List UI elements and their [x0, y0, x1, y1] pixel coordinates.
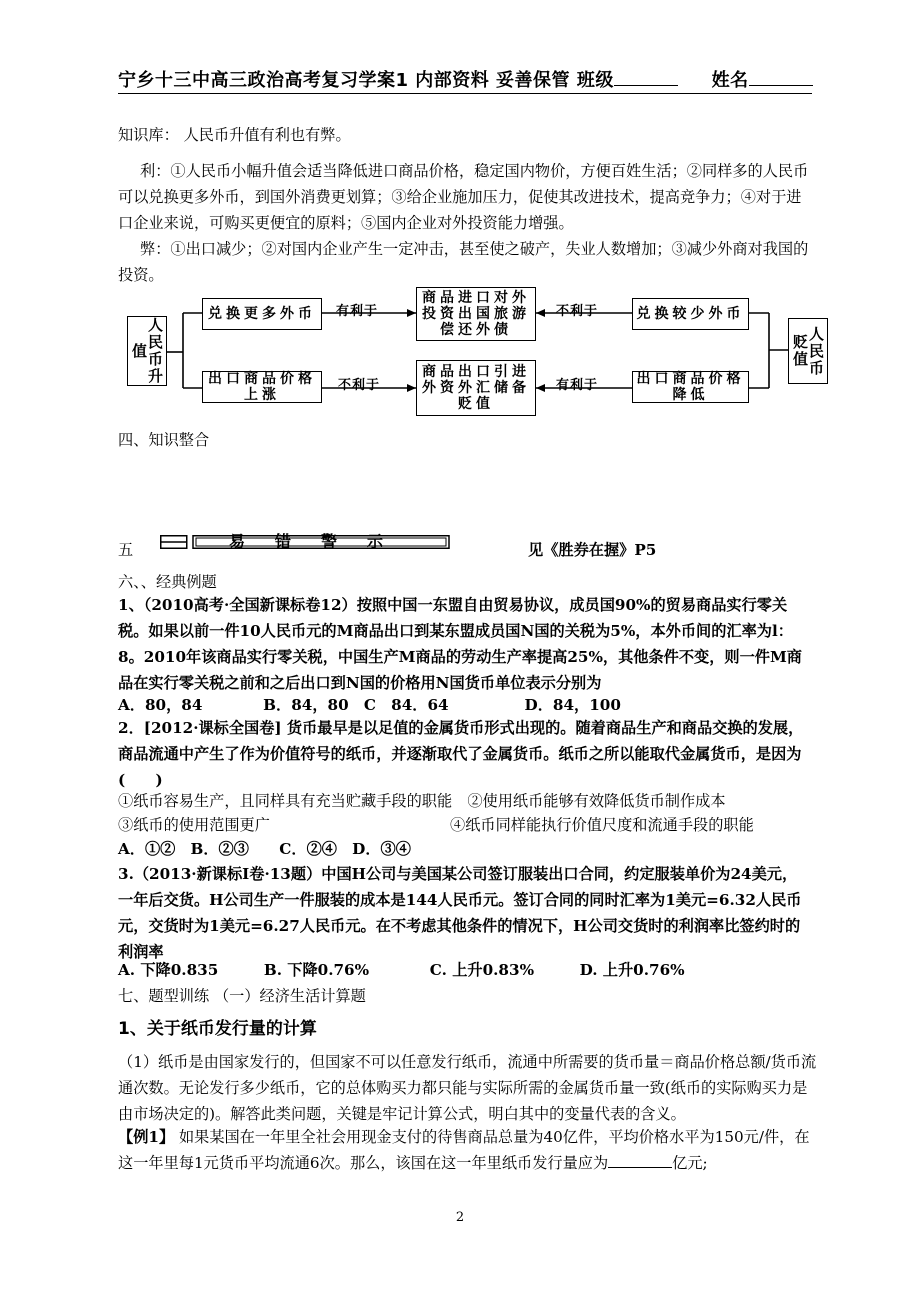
section6-title: 六、、经典例题 — [118, 573, 217, 591]
section5-number: 五 — [118, 541, 134, 559]
page-header — [118, 66, 812, 92]
name-label: 姓名 — [711, 70, 749, 91]
example-unit: 亿元; — [672, 1154, 708, 1172]
section4-title: 四、知识整合 — [118, 431, 210, 449]
q2-line1: ①纸币容易生产，且同样具有充当贮藏手段的职能 ②使用纸币能够有效降低货币制作成本 — [118, 792, 726, 810]
name-blank — [749, 67, 813, 86]
class-blank — [614, 67, 678, 86]
q2-line2b: ④纸币同样能执行价值尺度和流通手段的职能 — [450, 816, 754, 834]
q1-stem: 1、（2010高考·全国新课标卷12）按照中国一东盟自由贸易协议，成员国90%的贸易商品实行零关税。如果以前一件10人民币元的M商品出口到某东盟成员国N国的关税为5%，本外币间的汇率为l：8。2010年该商品实行零关税，中国生产M商品的劳动生产率提高25%，其他条件不变，则一件M商品在实行零关税之前和之后出口到N国的价格用N国货币单位表示分别为 — [118, 596, 802, 692]
q2-stem — [118, 715, 812, 793]
q2-options: A．①② B．②③ C．②④ D．③④ — [118, 840, 411, 858]
section5-reference: 见《胜券在握》P5 — [528, 541, 657, 559]
page-number: 2 — [455, 1210, 465, 1225]
node-rmb-appreciation: 人民币升值 — [127, 316, 167, 386]
warning-banner — [160, 532, 450, 551]
q2-line2a: ③纸币的使用范围更广 — [118, 816, 270, 834]
answer-blank — [608, 1153, 672, 1168]
label-favorable-bottom: 有利于 — [556, 378, 599, 393]
label-unfavorable-top: 不利于 — [556, 304, 599, 319]
exchange-rate-diagram — [118, 284, 830, 424]
node-rmb-depreciation: 人民币贬值 — [788, 318, 828, 384]
q3-stem: 3.（2013·新课标Ⅰ卷·13题）中国H公司与美国某公司签订服装出口合同，约定服装单价为24美元，一年后交货。H公司生产一件服装的成本是144人民币元。签订合同的同时汇率为1美元=6.32人民币元，交货时为1美元=6.27人民币元。在不考虑其他条件的情况下，H公司交货时的利润率比签约时的利润率 — [118, 865, 802, 961]
knowledge-cons: 弊：①出口减少；②对国内企业产生一定冲击，甚至使之破产，失业人数增加；③减少外商对我国的投资。 — [118, 240, 809, 284]
header-rule — [118, 93, 812, 94]
banner-text: 易错警示 — [228, 532, 413, 551]
node-export-price-down: 出口商品价格降低 — [632, 371, 749, 403]
label-unfavorable-bottom: 不利于 — [338, 378, 381, 393]
section7-subtitle: 1、关于纸币发行量的计算 — [118, 1019, 317, 1039]
knowledge-pros: 利：①人民币小幅升值会适当降低进口商品价格，稳定国内物价，方便百姓生活；②同样多的人民币可以兑换更多外币，到国外消费更划算；③给企业施加压力，促使其改进技术，提高竞争力；④对于进口企业来说，可购买更便宜的原料；⑤国内企业对外投资能力增强。 — [118, 162, 809, 232]
node-export-reserves: 商品出口引进外资外汇储备贬值 — [416, 360, 536, 416]
node-import-investment: 商品进口对外投资出国旅游偿还外债 — [416, 287, 536, 341]
label-favorable-top: 有利于 — [336, 304, 379, 319]
example-1 — [118, 1124, 818, 1176]
example-text: 如果某国在一年里全社会用现金支付的待售商品总量为40亿件，平均价格水平为150元/件，在这一年里每1元货币平均流通6次。那么，该国在这一年里纸币发行量应为 — [118, 1128, 810, 1172]
section7-title: 七、题型训练 （一）经济生活计算题 — [118, 987, 366, 1005]
header-title: 宁乡十三中高三政治高考复习学案1 内部资料 妥善保管 班级 — [118, 70, 614, 91]
node-less-foreign-currency: 兑换较少外币 — [632, 298, 749, 330]
q2-stem-text: 2．[2012·课标全国卷] 货币最早是以足值的金属货币形式出现的。随着商品生产和商品交换的发展，商品流通中产生了作为价值符号的纸币，并逐渐取代了金属货币。纸币之所以能取代金属货币，是因为( ) — [118, 719, 804, 789]
node-more-foreign-currency: 兑换更多外币 — [202, 298, 322, 330]
node-export-price-up: 出口商品价格上涨 — [202, 371, 322, 403]
q3-options: A. 下降0.835 B. 下降0.76% C. 上升0.83% D. 上升0.76% — [118, 961, 685, 979]
example-label: 【例1】 — [118, 1128, 175, 1146]
section7-paragraph: （1）纸币是由国家发行的，但国家不可以任意发行纸币，流通中所需要的货币量＝商品价格总额/货币流通次数。无论发行多少纸币，它的总体购买力都只能与实际所需的金属货币量一致(纸币的实际购买力是由市场决定的)。解答此类问题，关键是牢记计算公式，明白其中的变量代表的含义。 — [118, 1053, 817, 1123]
q1-options: A．80，84 B．84，80 C 84．64 D．84，100 — [118, 696, 621, 714]
knowledge-title: 知识库： 人民币升值有利也有弊。 — [118, 126, 351, 144]
